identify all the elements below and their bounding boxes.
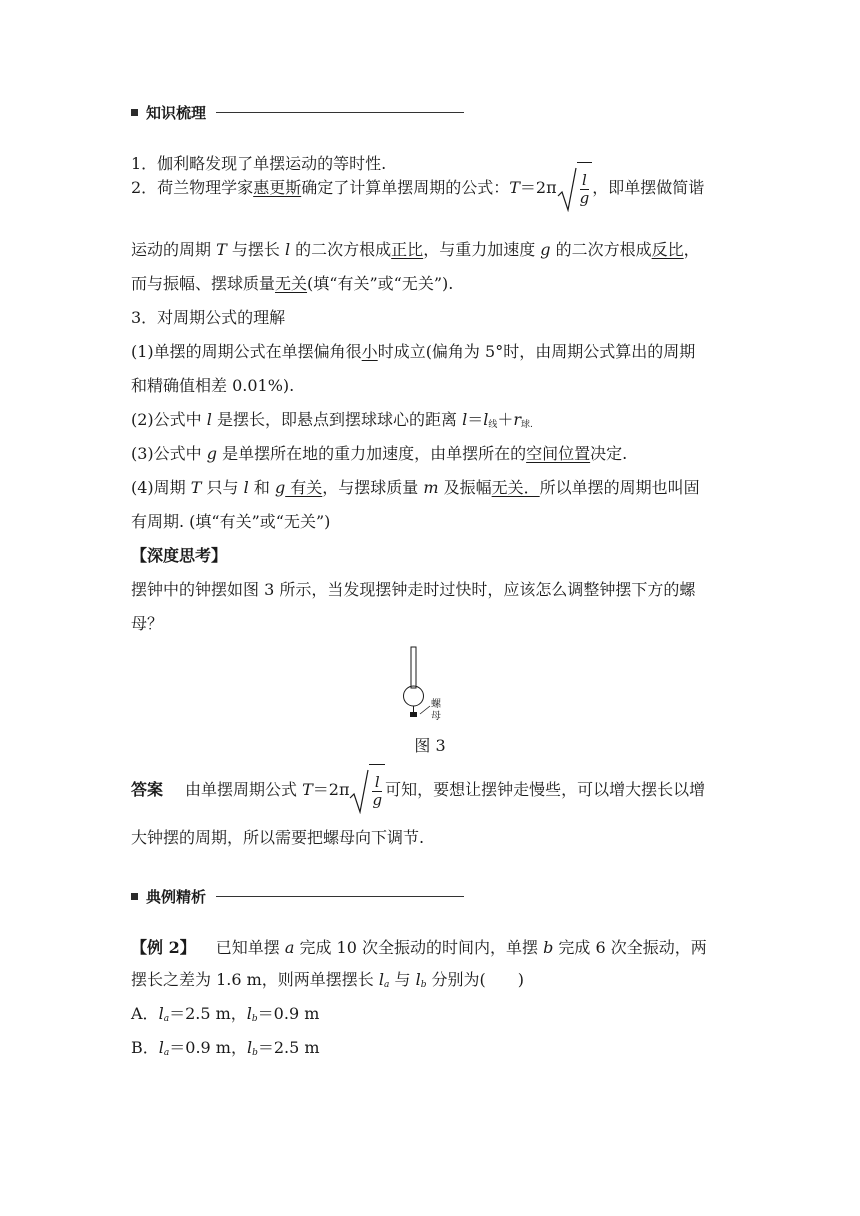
example-line-1: 【例 2】 已知单摆 a 完成 10 次全振动的时间内，单摆 b 完成 6 次全振动，两: [131, 938, 707, 957]
underlined-answer: 反比: [651, 240, 684, 259]
option-b: B．$l_a=0.9$ m，$l_b=2.5$ m: [131, 1038, 320, 1058]
answer-tag: 答案: [131, 780, 164, 799]
deep-thinking-heading: 【深度思考】: [131, 546, 228, 565]
underlined-answer: 有关: [285, 478, 323, 497]
underlined-answer: 无关: [275, 274, 308, 293]
question-line-2: 母？: [131, 614, 164, 633]
section-heading-knowledge: [131, 100, 464, 124]
radical-sign-icon: [349, 768, 369, 814]
figure-caption: 图 3: [414, 736, 446, 755]
underlined-answer: 惠更斯: [253, 178, 302, 197]
sqrt-formula: [349, 767, 385, 815]
paragraph-6: (1)单摆的周期公式在单摆偏角很小时成立(偏角为 5°时，由周期公式算出的周期: [131, 342, 696, 361]
underlined-answer: 小: [361, 342, 378, 361]
section-heading-example: [131, 884, 464, 908]
paragraph-8: (2)公式中 l 是摆长，即悬点到摆球球心的距离 $l=l_线+r_{球.}$: [131, 410, 533, 430]
section-title: 知识梳理: [146, 103, 207, 122]
example-line-2: 摆长之差为 1.6 m，则两单摆摆长 $l_a$ 与 $l_b$ 分别为( ): [131, 970, 525, 990]
question-line-1: 摆钟中的钟摆如图 3 所示，当发现摆钟走时过快时，应该怎么调整钟摆下方的螺: [131, 580, 696, 599]
paragraph-11: 有周期. (填“有关”或“无关”): [131, 512, 331, 531]
square-bullet-icon: [131, 893, 138, 900]
pendulum-figure: [394, 646, 464, 722]
paragraph-10: (4)周期 T 只与 l 和 g 有关，与摆球质量 m 及振幅无关．所以单摆的周期也叫固: [131, 478, 700, 497]
paragraph-3: 运动的周期 T 与摆长 l 的二次方根成正比，与重力加速度 g 的二次方根成反比，: [131, 240, 700, 259]
paragraph-5: 3．对周期公式的理解: [131, 308, 286, 327]
underlined-answer: 空间位置: [526, 444, 591, 463]
paragraph-4: 而与振幅、摆球质量无关(填“有关”或“无关”).: [131, 274, 454, 293]
fraction-l-over-g: $\frac{l}{g}$: [372, 772, 383, 809]
section-rule: [216, 112, 464, 113]
pointer-line: [420, 706, 430, 714]
fraction-l-over-g: $\frac{l}{g}$: [579, 170, 590, 207]
paragraph-9: (3)公式中 g 是单摆所在地的重力加速度，由单摆所在的空间位置决定.: [131, 444, 628, 463]
answer-line-1: 答案 由单摆周期公式 T＝2π $\frac{l}{g}$ 可知，要想让摆钟走慢些，可以增大摆长以增: [131, 766, 705, 814]
nut-label-bottom: 母: [431, 711, 441, 722]
paragraph-2: 2．荷兰物理学家惠更斯确定了计算单摆周期的公式：T＝2π $\frac{l}{g}$ ，即单摆做简谐: [131, 164, 704, 212]
section-rule: [216, 896, 464, 897]
option-a: A．$l_a=2.5$ m，$l_b=0.9$ m: [131, 1004, 320, 1024]
underlined-answer: 正比: [391, 240, 424, 259]
answer-line-2: 大钟摆的周期，所以需要把螺母向下调节.: [131, 828, 425, 847]
paragraph-7: 和精确值相差 0.01%).: [131, 376, 295, 395]
pendulum-bob: [404, 686, 424, 706]
nut-icon: [410, 712, 417, 717]
nut-label-top: 螺: [431, 699, 441, 710]
radical-sign-icon: [557, 166, 577, 212]
pendulum-rod: [411, 647, 416, 688]
square-bullet-icon: [131, 109, 138, 116]
example-tag: 【例 2】: [131, 938, 196, 957]
sqrt-formula: [557, 165, 593, 213]
paragraph-1: 1．伽利略发现了单摆运动的等时性.: [131, 154, 387, 173]
section-title: 典例精析: [146, 887, 207, 906]
underlined-answer: 无关．: [491, 478, 540, 497]
